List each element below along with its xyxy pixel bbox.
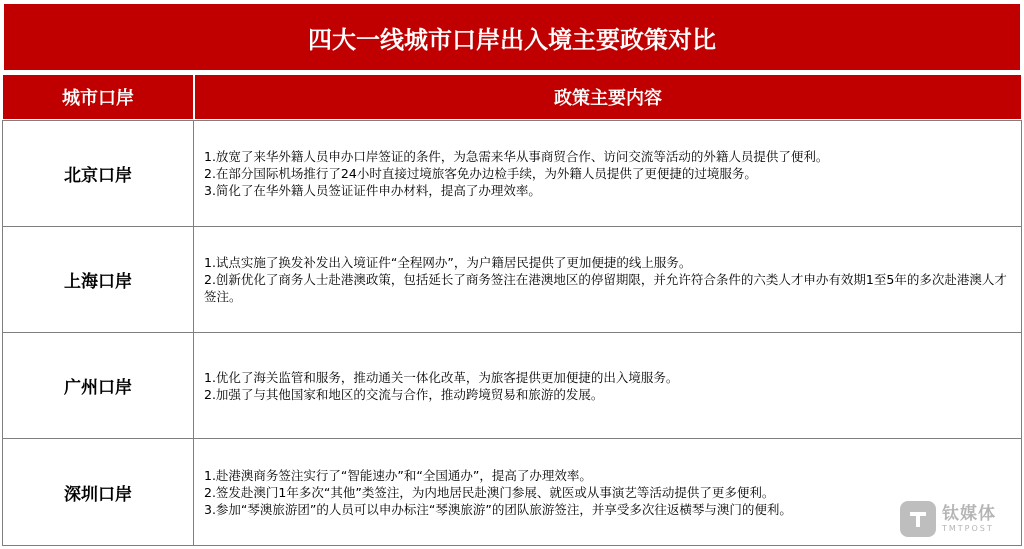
city-cell: 北京口岸 bbox=[2, 121, 194, 226]
header-city: 城市口岸 bbox=[2, 74, 194, 120]
table-row bbox=[2, 227, 1022, 333]
policy-cell bbox=[194, 227, 1022, 332]
city-cell: 广州口岸 bbox=[2, 333, 194, 438]
table-row bbox=[2, 121, 1022, 227]
policy-cell bbox=[194, 439, 1022, 545]
policy-item: 2.签发赴澳门1年多次“其他”类签注，为内地居民赴澳门参展、就医或从事演艺等活动提供了更多便利。 bbox=[204, 484, 775, 500]
watermark-en: TMTPOST bbox=[942, 523, 994, 533]
policy-item: 3.简化了在华外籍人员签证证件申办材料，提高了办理效率。 bbox=[204, 183, 541, 198]
watermark bbox=[900, 501, 996, 537]
table-row bbox=[2, 333, 1022, 439]
policy-cell bbox=[194, 121, 1022, 226]
table-row bbox=[2, 439, 1022, 546]
policy-item: 2.在部分国际机场推行了24小时直接过境旅客免办边检手续，为外籍人员提供了更便捷的过境服务。 bbox=[204, 166, 757, 181]
policy-item: 1.赴港澳商务签注实行了“智能速办”和“全国通办”，提高了办理效率。 bbox=[204, 467, 592, 483]
city-cell: 深圳口岸 bbox=[2, 439, 194, 545]
policy-cell bbox=[194, 333, 1022, 438]
table-title: 四大一线城市口岸出入境主要政策对比 bbox=[2, 2, 1022, 72]
watermark-cn: 钛媒体 bbox=[942, 503, 996, 524]
header-policy: 政策主要内容 bbox=[194, 74, 1022, 120]
table-header-row bbox=[2, 74, 1022, 120]
policy-item: 1.试点实施了换发补发出入境证件“全程网办”，为户籍居民提供了更加便捷的线上服务。 bbox=[204, 255, 692, 270]
city-cell: 上海口岸 bbox=[2, 227, 194, 332]
watermark-text bbox=[942, 503, 996, 533]
policy-item: 1.放宽了来华外籍人员申办口岸签证的条件，为急需来华从事商贸合作、访问交流等活动的外籍人员提供了便利。 bbox=[204, 149, 829, 164]
policy-item: 3.参加“琴澳旅游团”的人员可以申办标注“琴澳旅游”的团队旅游签注，并享受多次往返横琴与澳门的便利。 bbox=[204, 501, 792, 517]
policy-item: 2.创新优化了商务人士赴港澳政策，包括延长了商务签注在港澳地区的停留期限，并允许符合条件的六类人才申办有效期1至5年的多次赴港澳人才签注。 bbox=[204, 272, 1007, 304]
policy-item: 2.加强了与其他国家和地区的交流与合作，推动跨境贸易和旅游的发展。 bbox=[204, 386, 604, 402]
policy-item: 1.优化了海关监管和服务，推动通关一体化改革，为旅客提供更加便捷的出入境服务。 bbox=[204, 369, 679, 385]
tmtpost-logo-icon bbox=[900, 501, 936, 537]
table-body bbox=[2, 120, 1022, 546]
